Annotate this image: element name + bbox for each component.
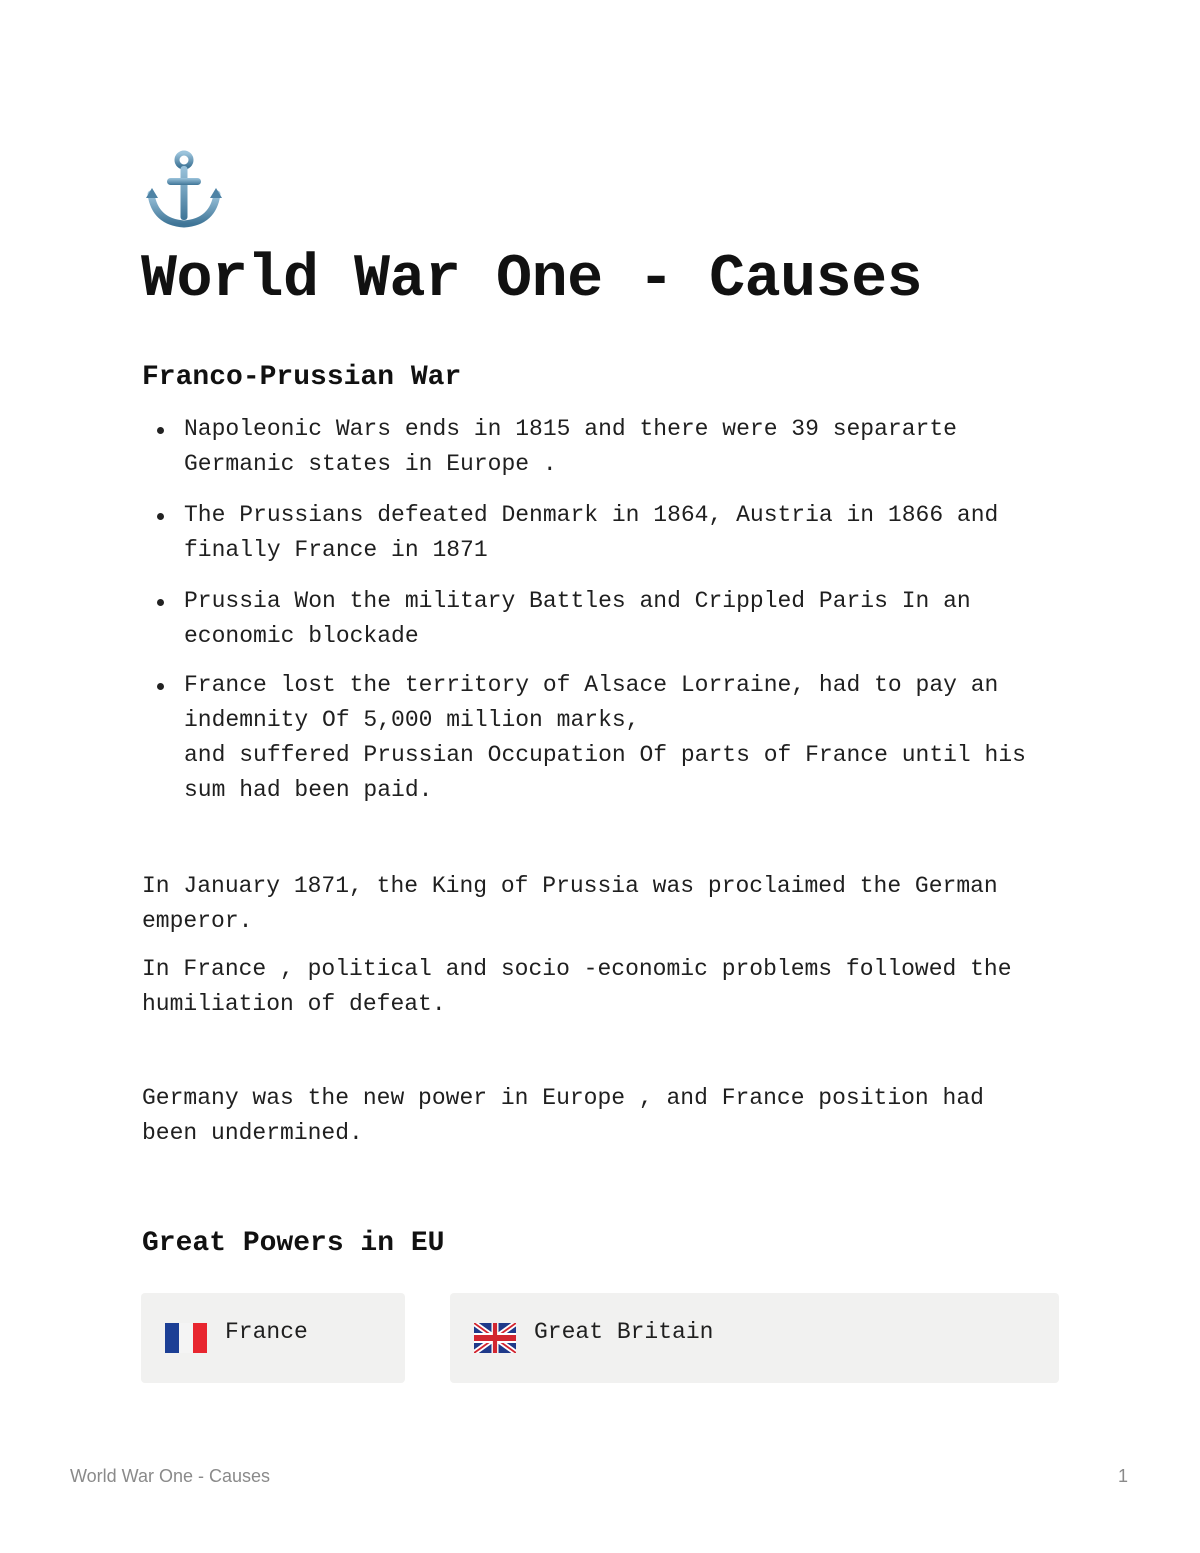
card-france[interactable]: [141, 1293, 405, 1383]
paragraph-line: Germany was the new power in Europe , and France position had: [142, 1085, 984, 1111]
list-item: [142, 498, 1082, 568]
paragraph-line: been undermined.: [142, 1120, 363, 1146]
france-flag-icon: [165, 1323, 207, 1353]
paragraph: [142, 1081, 1072, 1151]
bullet-line: Napoleonic Wars ends in 1815 and there were 39 separarte: [184, 416, 957, 442]
bullet-line: finally France in 1871: [184, 537, 488, 563]
bullet-line: The Prussians defeated Denmark in 1864, Austria in 1866 and: [184, 502, 999, 528]
bullet-dot: [157, 599, 164, 606]
list-item: [142, 668, 1082, 808]
bullet-dot: [157, 683, 164, 690]
bullet-dot: [157, 513, 164, 520]
bullet-line: France lost the territory of Alsace Lorraine, had to pay an: [184, 672, 999, 698]
paragraph-line: In France , political and socio -economic problems followed the: [142, 956, 1012, 982]
section-heading-great-powers: Great Powers in EU: [142, 1228, 445, 1259]
list-item: [142, 584, 1082, 654]
footer-title: World War One - Causes: [70, 1466, 271, 1486]
list-item: [142, 412, 1082, 482]
bullet-list: [142, 412, 1082, 824]
paragraph: [142, 869, 1072, 939]
uk-flag-icon: [474, 1323, 516, 1353]
card-label: Great Britain: [534, 1319, 714, 1345]
bullet-line: Prussia Won the military Battles and Crippled Paris In an: [184, 588, 971, 614]
card-great-britain[interactable]: [450, 1293, 1059, 1383]
bullet-line: Germanic states in Europe .: [184, 451, 557, 477]
bullet-line: indemnity Of 5,000 million marks,: [184, 707, 640, 733]
page-title: World War One - Causes: [141, 246, 923, 314]
card-label: France: [225, 1319, 308, 1345]
anchor-icon: [143, 148, 225, 230]
bullet-line: sum had been paid.: [184, 777, 433, 803]
section-heading-franco-prussian-war: Franco-Prussian War: [142, 362, 462, 393]
paragraph-line: humiliation of defeat.: [142, 991, 446, 1017]
bullet-dot: [157, 427, 164, 434]
page-number: 1: [1117, 1466, 1128, 1486]
paragraph-line: In January 1871, the King of Prussia was proclaimed the German: [142, 873, 998, 899]
bullet-line: and suffered Prussian Occupation Of parts of France until his: [184, 742, 1026, 768]
paragraph: [142, 952, 1072, 1022]
bullet-line: economic blockade: [184, 623, 419, 649]
paragraph-line: emperor.: [142, 908, 253, 934]
